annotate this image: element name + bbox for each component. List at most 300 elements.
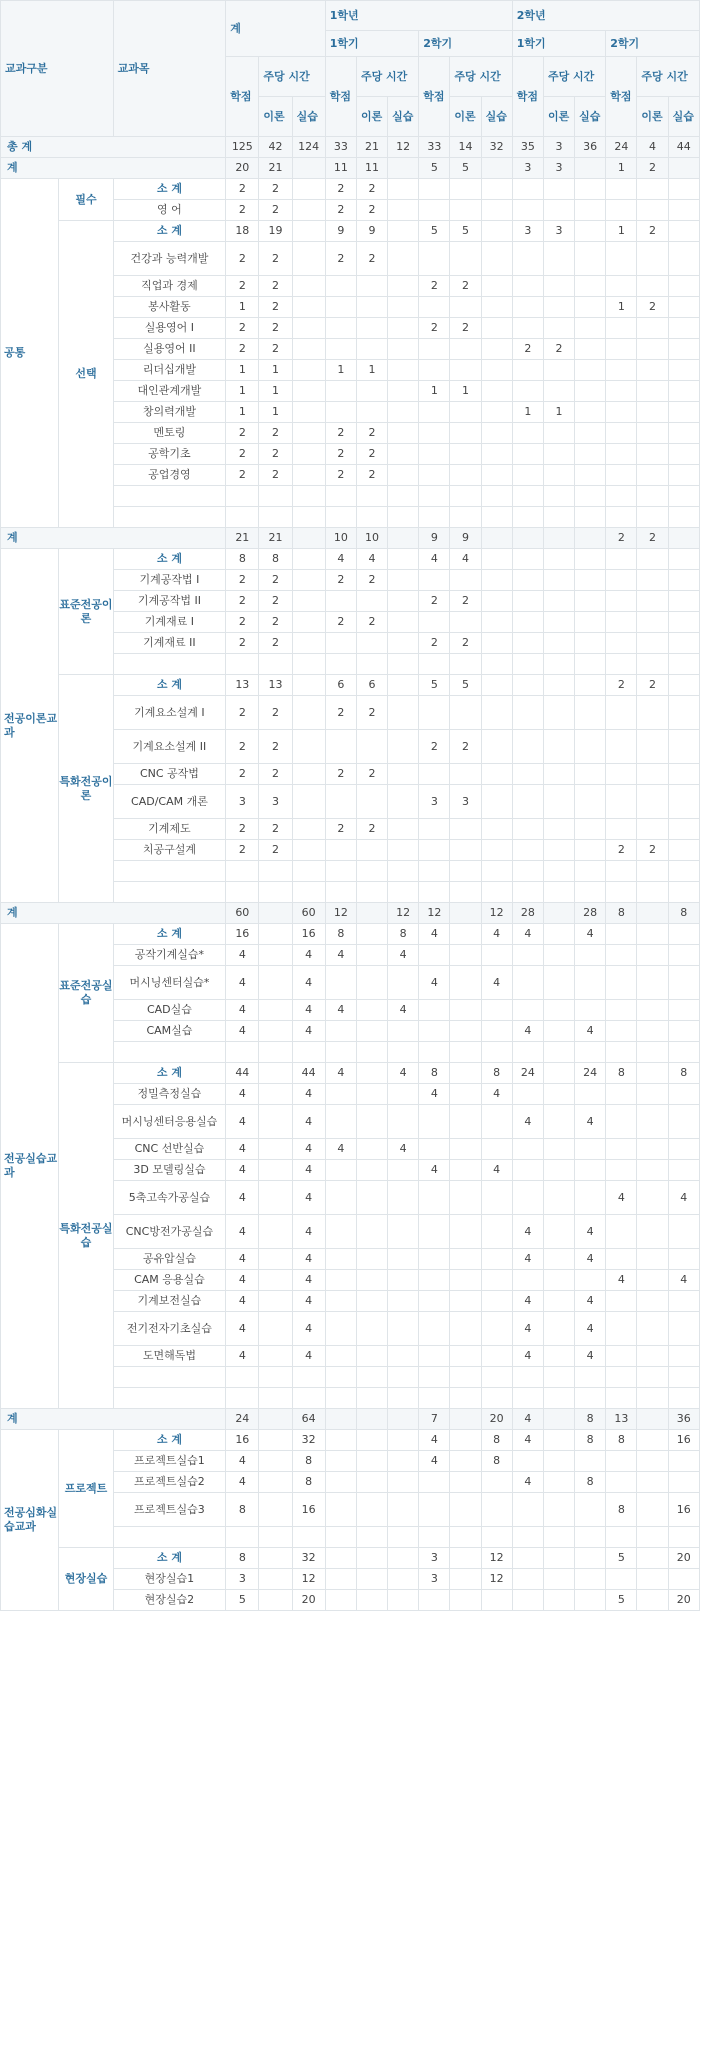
value-cell: 2 [259,764,292,785]
total-cell: 44 [668,137,699,158]
value-cell: 2 [226,318,259,339]
value-cell [356,591,387,612]
subtotal-row [1,549,700,570]
value-cell [419,444,450,465]
value-cell [668,633,699,654]
value-cell [388,1105,419,1139]
curriculum-body [1,1,700,1611]
value-cell [419,1270,450,1291]
total-cell [637,903,668,924]
value-cell: 4 [292,1249,325,1270]
value-cell [575,200,606,221]
value-cell [512,360,543,381]
value-cell [388,654,419,675]
category-label: 전공심화실습교과 [1,1430,59,1611]
value-cell [543,840,574,861]
value-cell [259,1367,292,1388]
total-cell: 10 [325,528,356,549]
value-cell [512,1527,543,1548]
value-cell [512,1493,543,1527]
value-cell [325,861,356,882]
value-cell [606,276,637,297]
header-total: 계 [226,1,326,57]
value-cell [450,507,481,528]
value-cell [606,423,637,444]
subcategory-label: 특화전공실습 [59,1063,113,1409]
value-cell [292,1527,325,1548]
subject-name: 직업과 경제 [113,276,226,297]
value-cell [481,1367,512,1388]
value-cell [575,486,606,507]
header-total-weekly: 주당 시간 [259,57,325,97]
total-cell [481,528,512,549]
value-cell: 4 [226,1346,259,1367]
value-cell [388,297,419,318]
value-cell [450,861,481,882]
value-cell [637,1548,668,1569]
subtotal-label: 소 계 [113,549,226,570]
total-cell: 21 [226,528,259,549]
value-cell [512,882,543,903]
value-cell [606,924,637,945]
value-cell [356,1063,387,1084]
value-cell: 8 [259,549,292,570]
value-cell [543,1021,574,1042]
value-cell: 1 [226,360,259,381]
value-cell [606,1346,637,1367]
value-cell [637,633,668,654]
value-cell [575,1493,606,1527]
total-cell: 33 [325,137,356,158]
value-cell: 4 [292,1105,325,1139]
value-cell: 1 [226,381,259,402]
value-cell: 8 [668,1063,699,1084]
value-cell [450,444,481,465]
value-cell [388,1346,419,1367]
value-cell [637,785,668,819]
value-cell [606,1105,637,1139]
value-cell: 2 [450,730,481,764]
value-cell [388,861,419,882]
value-cell: 2 [356,764,387,785]
value-cell [356,633,387,654]
value-cell [325,402,356,423]
value-cell [606,1160,637,1181]
value-cell [356,1451,387,1472]
value-cell [481,339,512,360]
value-cell [419,1312,450,1346]
value-cell [512,423,543,444]
value-cell [388,1527,419,1548]
value-cell [637,318,668,339]
value-cell [668,465,699,486]
value-cell: 9 [356,221,387,242]
value-cell: 5 [606,1548,637,1569]
total-cell: 12 [325,903,356,924]
value-cell [668,179,699,200]
value-cell: 4 [481,1160,512,1181]
value-cell: 2 [637,221,668,242]
value-cell [419,297,450,318]
value-cell [543,1160,574,1181]
value-cell [450,1181,481,1215]
value-cell [388,966,419,1000]
header-s2-credit: 학점 [419,57,450,137]
value-cell: 2 [325,200,356,221]
value-cell [356,381,387,402]
value-cell [325,339,356,360]
value-cell [543,1042,574,1063]
subject-name: 현장실습2 [113,1590,226,1611]
value-cell: 2 [356,179,387,200]
value-cell: 12 [292,1569,325,1590]
value-cell [512,819,543,840]
value-cell: 4 [292,1181,325,1215]
subject-name: 리더십개발 [113,360,226,381]
value-cell [450,486,481,507]
value-cell [356,1569,387,1590]
value-cell [450,1312,481,1346]
total-cell: 64 [292,1409,325,1430]
section-total-label: 계 [1,158,226,179]
subject-name: 현장실습1 [113,1569,226,1590]
value-cell [450,945,481,966]
header-year1: 1학년 [325,1,512,31]
value-cell: 2 [356,444,387,465]
total-cell: 7 [419,1409,450,1430]
value-cell [637,1042,668,1063]
grand-total-row [1,137,700,158]
value-cell [637,1063,668,1084]
value-cell: 5 [606,1590,637,1611]
subtotal-row [1,221,700,242]
value-cell: 9 [325,221,356,242]
value-cell [259,861,292,882]
value-cell [481,1527,512,1548]
value-cell: 8 [325,924,356,945]
value-cell [450,1451,481,1472]
section-total-label: 계 [1,903,226,924]
subject-name: 영 어 [113,200,226,221]
value-cell [575,1181,606,1215]
value-cell [606,819,637,840]
value-cell [543,1000,574,1021]
value-cell [259,1346,292,1367]
value-cell: 2 [356,465,387,486]
value-cell [259,654,292,675]
value-cell: 4 [292,945,325,966]
value-cell: 8 [575,1472,606,1493]
value-cell [259,1105,292,1139]
value-cell [512,730,543,764]
value-cell [668,549,699,570]
value-cell: 4 [512,924,543,945]
value-cell [356,1548,387,1569]
value-cell [512,1042,543,1063]
value-cell [226,1527,259,1548]
value-cell [668,381,699,402]
value-cell [388,1160,419,1181]
total-cell: 13 [606,1409,637,1430]
value-cell [668,339,699,360]
value-cell [450,819,481,840]
total-cell [292,528,325,549]
value-cell [292,276,325,297]
value-cell [388,221,419,242]
total-cell [543,1409,574,1430]
value-cell [388,318,419,339]
value-cell [259,1042,292,1063]
value-cell [292,549,325,570]
value-cell: 2 [325,612,356,633]
value-cell [356,1042,387,1063]
value-cell [226,1042,259,1063]
value-cell [450,764,481,785]
value-cell [419,840,450,861]
value-cell [419,465,450,486]
subcategory-label: 프로젝트 [59,1430,113,1548]
total-cell: 28 [575,903,606,924]
value-cell [668,1388,699,1409]
value-cell [481,423,512,444]
value-cell [356,1000,387,1021]
value-cell [481,444,512,465]
value-cell [512,1569,543,1590]
total-cell: 12 [388,903,419,924]
value-cell: 4 [512,1215,543,1249]
value-cell [543,1312,574,1346]
subject-name: 창의력개발 [113,402,226,423]
value-cell [637,549,668,570]
value-cell [450,1160,481,1181]
value-cell: 4 [481,966,512,1000]
value-cell [292,1388,325,1409]
value-cell [637,1346,668,1367]
value-cell [575,1548,606,1569]
value-cell [543,696,574,730]
value-cell [388,549,419,570]
value-cell: 2 [226,764,259,785]
value-cell [543,1367,574,1388]
value-cell [575,318,606,339]
subtotal-label: 소 계 [113,1063,226,1084]
value-cell [481,1249,512,1270]
value-cell: 16 [292,924,325,945]
subject-name: 공학기초 [113,444,226,465]
value-cell [512,276,543,297]
value-cell [259,1312,292,1346]
value-cell: 3 [259,785,292,819]
value-cell: 8 [292,1472,325,1493]
value-cell: 6 [356,675,387,696]
value-cell [637,1160,668,1181]
value-cell: 4 [575,1291,606,1312]
value-cell [388,696,419,730]
value-cell [637,1270,668,1291]
value-cell [419,1042,450,1063]
value-cell [388,1493,419,1527]
value-cell: 12 [481,1548,512,1569]
value-cell [388,1021,419,1042]
value-cell [637,654,668,675]
value-cell: 4 [226,1249,259,1270]
subject-name: 프로젝트실습2 [113,1472,226,1493]
value-cell [356,1291,387,1312]
value-cell [388,1181,419,1215]
subject-name: 대인관계개발 [113,381,226,402]
value-cell [292,591,325,612]
value-cell [606,242,637,276]
value-cell [450,1346,481,1367]
value-cell: 13 [226,675,259,696]
value-cell [419,882,450,903]
value-cell [481,1000,512,1021]
value-cell: 2 [226,242,259,276]
value-cell: 8 [606,1430,637,1451]
value-cell: 4 [575,1215,606,1249]
value-cell: 2 [419,318,450,339]
value-cell [388,570,419,591]
value-cell: 4 [226,1181,259,1215]
value-cell [668,570,699,591]
value-cell [637,570,668,591]
value-cell [325,654,356,675]
value-cell [606,318,637,339]
value-cell [637,1367,668,1388]
value-cell [606,1249,637,1270]
value-cell [575,1160,606,1181]
value-cell [512,1000,543,1021]
value-cell: 2 [543,339,574,360]
value-cell [259,1493,292,1527]
value-cell [637,612,668,633]
subtotal-label: 소 계 [113,179,226,200]
value-cell [637,1312,668,1346]
value-cell [543,423,574,444]
value-cell: 4 [292,1160,325,1181]
value-cell [292,633,325,654]
value-cell [450,1472,481,1493]
value-cell [356,1270,387,1291]
total-cell: 11 [325,158,356,179]
value-cell: 4 [226,1291,259,1312]
value-cell [637,764,668,785]
value-cell [606,1451,637,1472]
value-cell: 2 [356,819,387,840]
value-cell: 3 [450,785,481,819]
value-cell: 2 [325,465,356,486]
value-cell: 4 [575,1312,606,1346]
value-cell: 4 [668,1270,699,1291]
value-cell [356,861,387,882]
value-cell: 4 [226,1451,259,1472]
value-cell [637,730,668,764]
value-cell [606,633,637,654]
value-cell [388,1312,419,1346]
value-cell: 5 [450,675,481,696]
value-cell: 1 [419,381,450,402]
value-cell [668,966,699,1000]
value-cell [606,945,637,966]
value-cell [668,696,699,730]
value-cell [575,381,606,402]
value-cell [575,764,606,785]
value-cell [388,1215,419,1249]
value-cell [356,1215,387,1249]
value-cell: 1 [512,402,543,423]
total-cell [259,903,292,924]
value-cell: 2 [259,696,292,730]
header-s2-weekly: 주당 시간 [450,57,512,97]
value-cell: 4 [575,1346,606,1367]
total-cell [388,528,419,549]
value-cell: 2 [325,696,356,730]
value-cell [356,276,387,297]
value-cell: 2 [606,675,637,696]
value-cell [259,1249,292,1270]
value-cell [543,966,574,1000]
value-cell: 32 [292,1430,325,1451]
value-cell [543,242,574,276]
value-cell [419,339,450,360]
value-cell [481,1215,512,1249]
value-cell [637,882,668,903]
value-cell [481,819,512,840]
value-cell [419,1181,450,1215]
value-cell [543,1084,574,1105]
value-cell: 2 [637,675,668,696]
value-cell [450,242,481,276]
value-cell [637,819,668,840]
value-cell [325,1042,356,1063]
value-cell [637,1105,668,1139]
value-cell: 2 [419,276,450,297]
value-cell [512,200,543,221]
value-cell [575,1590,606,1611]
value-cell: 2 [226,633,259,654]
value-cell [481,276,512,297]
value-cell [450,1215,481,1249]
value-cell [543,507,574,528]
value-cell [637,423,668,444]
value-cell [543,945,574,966]
value-cell [543,1270,574,1291]
value-cell [606,1215,637,1249]
value-cell [419,1493,450,1527]
value-cell: 2 [259,840,292,861]
value-cell [575,1367,606,1388]
value-cell [668,486,699,507]
value-cell [356,945,387,966]
value-cell [450,1063,481,1084]
header-category: 교과구분 [1,1,114,137]
subject-name: 전기전자기초실습 [113,1312,226,1346]
value-cell [259,486,292,507]
value-cell [388,1084,419,1105]
value-cell [419,179,450,200]
value-cell [450,1569,481,1590]
value-cell [543,591,574,612]
value-cell [450,1590,481,1611]
value-cell [356,1367,387,1388]
value-cell [259,1270,292,1291]
value-cell [543,1139,574,1160]
value-cell [481,730,512,764]
subject-name: 실용영어 II [113,339,226,360]
value-cell [543,318,574,339]
value-cell: 4 [388,1063,419,1084]
value-cell [481,840,512,861]
